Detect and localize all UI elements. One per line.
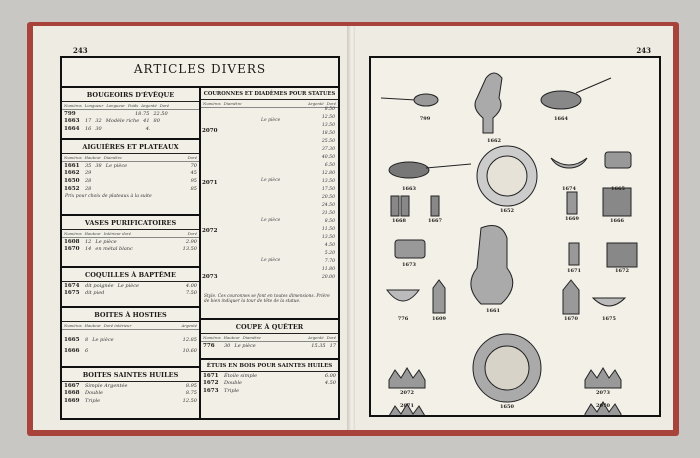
column-headers: Numéros Hauteur Diamètre Argenté Doré bbox=[203, 335, 336, 340]
section-coquilles bbox=[62, 266, 199, 308]
price-value: 4.50 bbox=[324, 243, 335, 248]
price-value: 24.50 bbox=[321, 203, 335, 208]
item-label: 1675 bbox=[602, 316, 616, 322]
group-number: 2072 bbox=[202, 228, 218, 234]
table-row: 1665 8 Le pièce 12.85 bbox=[64, 336, 197, 343]
item-label: 1668 bbox=[392, 218, 406, 224]
price-value: 7.70 bbox=[324, 259, 335, 264]
price-value: 12.50 bbox=[321, 115, 335, 120]
section-boites-hosties bbox=[62, 306, 199, 368]
table-row: 1670 14 en métal blanc 13.50 bbox=[64, 246, 197, 253]
cup-icon bbox=[387, 290, 419, 301]
section-heading: AIGUIÈRES ET PLATEAUX bbox=[62, 140, 199, 154]
table-row: 799 18.75 22.50 bbox=[64, 110, 168, 117]
table-row: 1668 Double 8.75 bbox=[64, 390, 197, 397]
item-label: 2070 bbox=[596, 403, 610, 409]
engravings bbox=[371, 58, 659, 415]
price-value: 5.20 bbox=[324, 251, 335, 256]
ewer-icon bbox=[471, 226, 513, 304]
column-headers: Numéros Hauteur Diamètre Doré bbox=[64, 155, 197, 160]
right-column bbox=[201, 86, 338, 418]
item-label: 1662 bbox=[487, 138, 501, 144]
group-label: Le pièce bbox=[261, 118, 281, 123]
column-headers: Numéros Diamètre Argenté Doré bbox=[203, 101, 336, 106]
table-row: 1671 Étoile simple 6.00 bbox=[203, 372, 336, 379]
item-label: 1663 bbox=[402, 186, 416, 192]
candle-holder-icon bbox=[541, 91, 581, 109]
price-value: 6.50 bbox=[324, 163, 335, 168]
section-vases bbox=[62, 214, 199, 268]
group-label: Le pièce bbox=[261, 258, 281, 263]
item-label: 1672 bbox=[615, 268, 629, 274]
section-heading: BOITES À HOSTIES bbox=[62, 308, 199, 322]
section-note: Prix pour choix de plateaux à la suite bbox=[65, 194, 152, 200]
item-label: 1671 bbox=[567, 268, 581, 274]
section-coupe bbox=[201, 318, 338, 360]
price-value: 8.50 bbox=[324, 107, 335, 112]
price-value: 20.50 bbox=[321, 195, 335, 200]
item-label: 1667 bbox=[428, 218, 442, 224]
section-note: Style. Ces couronnes se font en toutes dimensions. Prière de bien indiquer la tour de tête de la statue. bbox=[204, 294, 330, 304]
price-value: 40.50 bbox=[321, 155, 335, 160]
column-headers: Numéros Hauteur Doré intérieur Argenté bbox=[64, 323, 197, 328]
table-row: 776 30 Le pièce 15.35 17 bbox=[203, 342, 336, 349]
group-number: 2071 bbox=[202, 180, 218, 186]
item-label: 1673 bbox=[402, 262, 416, 268]
item-label: 2073 bbox=[596, 390, 610, 396]
item-label: 1666 bbox=[610, 218, 624, 224]
table-row: 1667 Simple Argentée 8.95 bbox=[64, 382, 197, 389]
group-number: 2073 bbox=[202, 274, 218, 280]
section-bougeoirs bbox=[62, 86, 199, 140]
box-icon bbox=[605, 152, 631, 168]
price-value: 13.50 bbox=[321, 179, 335, 184]
item-label: 1665 bbox=[611, 186, 625, 192]
item-label: 1652 bbox=[500, 208, 514, 214]
table-row: 1673 Triple bbox=[203, 387, 240, 394]
page-number-right: 243 bbox=[636, 46, 651, 55]
price-value: 20.00 bbox=[321, 275, 335, 280]
page-number-left: 243 bbox=[73, 46, 88, 55]
price-value: 11.80 bbox=[321, 267, 335, 272]
left-column bbox=[62, 86, 201, 418]
group-number: 2070 bbox=[202, 128, 218, 134]
item-label: 1661 bbox=[486, 308, 500, 314]
table-row: 1672 Double 4.50 bbox=[203, 380, 336, 387]
left-page bbox=[33, 26, 349, 430]
table-row: 1662 29 45 bbox=[64, 170, 197, 177]
section-heading: VASES PURIFICATOIRES bbox=[62, 216, 199, 230]
item-label: 1664 bbox=[554, 116, 568, 122]
item-label: 1670 bbox=[564, 316, 578, 322]
table-row: 1661 35 38 Le pièce 70 bbox=[64, 162, 197, 169]
crown-icon bbox=[585, 368, 621, 388]
table-row: 1650 28 95 bbox=[64, 177, 197, 184]
table-row: 1608 12 Le pièce 2.90 bbox=[64, 238, 197, 245]
table-row: 1666 6 10.60 bbox=[64, 348, 197, 355]
couronne-price-column bbox=[311, 106, 335, 282]
price-value: 18.50 bbox=[321, 131, 335, 136]
price-value: 12.80 bbox=[321, 171, 335, 176]
shell-icon bbox=[551, 158, 587, 168]
item-label: 1674 bbox=[562, 186, 576, 192]
item-label: 799 bbox=[419, 116, 431, 122]
section-heading: BOITES SAINTES HUILES bbox=[62, 368, 199, 382]
catalog-table bbox=[60, 56, 340, 420]
section-heading: COURONNES ET DIADÈMES POUR STATUES bbox=[201, 88, 338, 100]
column-headers: Numéros Hauteur Intérieur doré Doré bbox=[64, 231, 197, 236]
right-page bbox=[355, 26, 673, 430]
candle-holder-icon bbox=[381, 98, 416, 100]
item-label: 776 bbox=[397, 316, 409, 322]
page-title: ARTICLES DIVERS bbox=[133, 62, 267, 76]
price-value: 31.50 bbox=[321, 211, 335, 216]
section-heading: ÉTUIS EN BOIS POUR SAINTES HUILES bbox=[201, 360, 338, 372]
item-label: 2072 bbox=[400, 390, 414, 396]
item-label: 1669 bbox=[565, 216, 579, 222]
price-value: 37.30 bbox=[321, 147, 335, 152]
section-heading: BOUGEOIRS D'ÉVÊQUE bbox=[62, 88, 199, 102]
section-heading: COQUILLES À BAPTÊME bbox=[62, 268, 199, 282]
item-label: 1609 bbox=[432, 316, 446, 322]
price-value: 11.50 bbox=[321, 227, 335, 232]
table-row: 1675 dit pied 7.50 bbox=[64, 290, 197, 297]
price-value: 13.50 bbox=[321, 235, 335, 240]
illustration-plate bbox=[369, 56, 661, 417]
table-row: 1669 Triple 12.50 bbox=[64, 397, 197, 404]
price-value: 25.50 bbox=[321, 139, 335, 144]
section-couronnes bbox=[201, 86, 338, 320]
table-row: 1652 28 85 bbox=[64, 185, 197, 192]
table-row: 1663 17 32 Modèle riche 41 80 bbox=[64, 118, 160, 125]
price-value: 13.50 bbox=[321, 123, 335, 128]
group-label: Le pièce bbox=[261, 178, 281, 183]
price-value: 8.50 bbox=[324, 219, 335, 224]
section-aiguieres bbox=[62, 138, 199, 216]
group-label: Le pièce bbox=[261, 218, 281, 223]
section-heading: COUPE À QUÊTER bbox=[201, 320, 338, 334]
price-value: 17.50 bbox=[321, 187, 335, 192]
item-label: 1650 bbox=[500, 404, 514, 410]
ewer-icon bbox=[475, 73, 502, 133]
column-headers: Numéros Longueur Longueur Poids Argenté Doré bbox=[62, 102, 199, 110]
item-label: 2071 bbox=[400, 403, 414, 409]
section-boites-huiles bbox=[62, 366, 199, 418]
table-row: 1664 16 30 4. bbox=[64, 125, 151, 132]
table-row: 1674 dit poignée Le pièce 4.00 bbox=[64, 282, 197, 289]
section-etuis bbox=[201, 358, 338, 418]
crown-icon bbox=[389, 368, 425, 388]
